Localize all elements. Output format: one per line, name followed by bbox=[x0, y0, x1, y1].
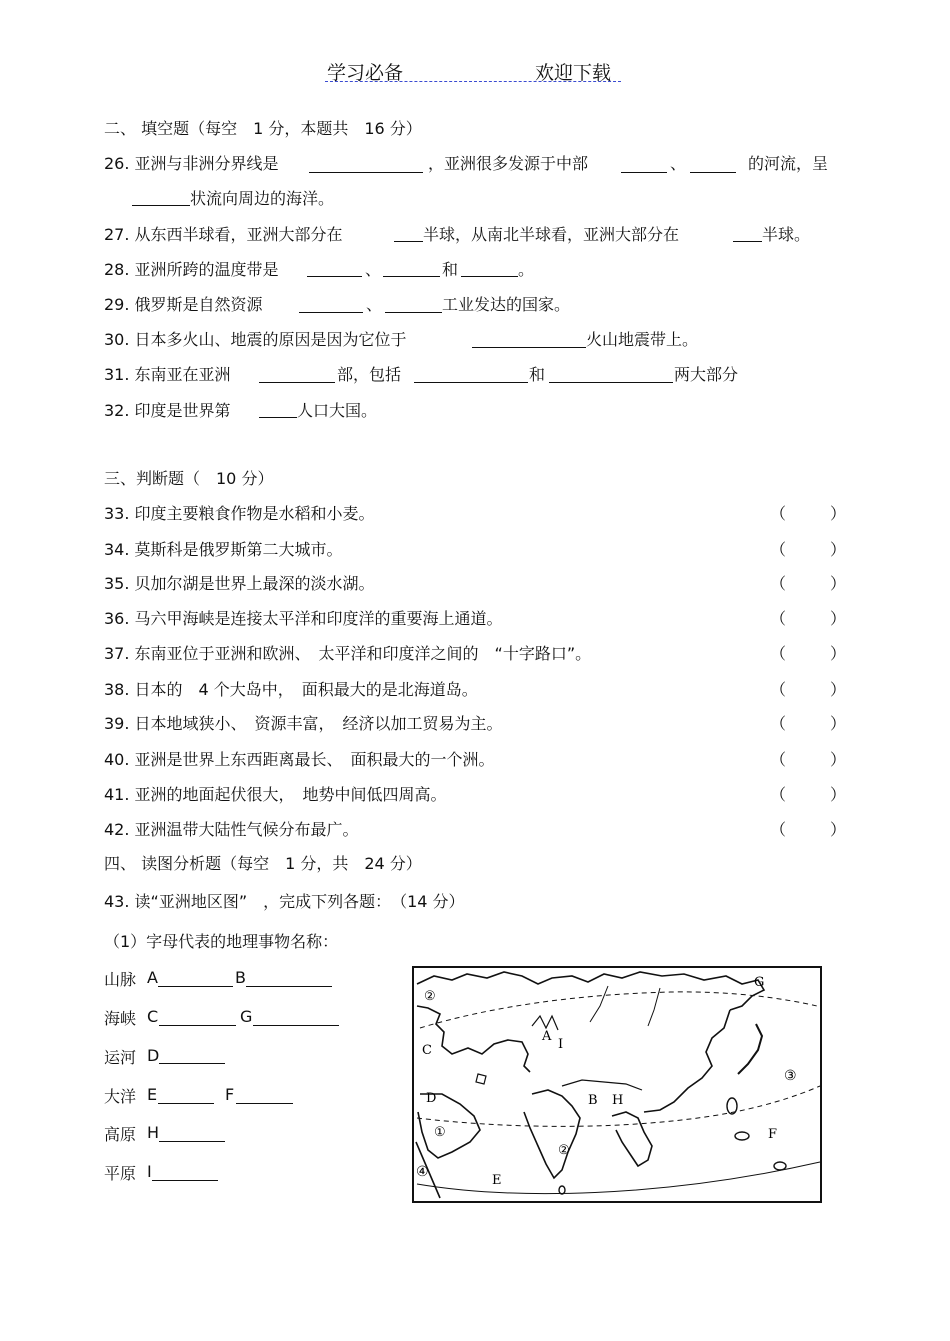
q27-text-a: 27. 从东西半球看，亚洲大部分在 bbox=[104, 225, 343, 244]
answer-paren-open[interactable]: （ bbox=[770, 714, 787, 733]
row-label: 大洋 bbox=[104, 1087, 137, 1106]
blank[interactable] bbox=[158, 986, 233, 987]
letter-b: B bbox=[235, 968, 246, 987]
q27-text-c: 半球。 bbox=[762, 225, 811, 244]
judgement-text: 38. 日本的 4 个大岛中， 面积最大的是北海道岛。 bbox=[104, 680, 478, 699]
section4-title: 四、 读图分析题（每空 1 分，共 24 分） bbox=[104, 854, 422, 873]
letter-c: C bbox=[147, 1007, 159, 1026]
asia-map bbox=[412, 966, 822, 1203]
answer-paren-open[interactable]: （ bbox=[770, 820, 787, 839]
answer-paren-close: ） bbox=[830, 504, 847, 523]
blank[interactable] bbox=[236, 1103, 293, 1104]
map-label-h: H bbox=[612, 1093, 624, 1108]
q28-text-c: 和 bbox=[442, 260, 459, 279]
section2-title: 二、 填空题（每空 1 分，本题共 16 分） bbox=[104, 119, 422, 138]
blank[interactable] bbox=[299, 312, 363, 313]
judgement-text: 37. 东南亚位于亚洲和欧洲、 太平洋和印度洋之间的 “十字路口”。 bbox=[104, 644, 592, 663]
blank[interactable] bbox=[132, 205, 190, 206]
header-underline bbox=[325, 81, 621, 82]
letter-i: I bbox=[147, 1162, 152, 1181]
q28-text-d: 。 bbox=[518, 260, 535, 279]
row-label: 山脉 bbox=[104, 970, 137, 989]
blank[interactable] bbox=[159, 1063, 225, 1064]
blank[interactable] bbox=[259, 382, 335, 383]
judgement-text: 41. 亚洲的地面起伏很大， 地势中间低四周高。 bbox=[104, 785, 447, 804]
blank[interactable] bbox=[152, 1180, 218, 1181]
blank[interactable] bbox=[259, 417, 297, 418]
question-43: 43. 读“亚洲地区图” ，完成下列各题： （14 分） bbox=[104, 892, 465, 911]
blank[interactable] bbox=[414, 382, 528, 383]
q26-text-a: 26. 亚洲与非洲分界线是 bbox=[104, 154, 279, 173]
answer-paren-close: ） bbox=[830, 644, 847, 663]
blank[interactable] bbox=[309, 172, 423, 173]
blank[interactable] bbox=[385, 312, 442, 313]
q30-text-b: 火山地震带上。 bbox=[586, 330, 699, 349]
blank[interactable] bbox=[394, 241, 423, 242]
letter-e: E bbox=[147, 1085, 158, 1104]
blank[interactable] bbox=[159, 1141, 225, 1142]
blank[interactable] bbox=[690, 172, 736, 173]
blank[interactable] bbox=[307, 276, 362, 277]
answer-paren-close: ） bbox=[830, 680, 847, 699]
blank[interactable] bbox=[472, 347, 586, 348]
header-left: 学习必备 bbox=[327, 62, 404, 84]
q31-text-b: 部，包括 bbox=[337, 365, 402, 384]
map-label-i: I bbox=[558, 1037, 564, 1052]
judgement-text: 39. 日本地域狭小、 资源丰富， 经济以加工贸易为主。 bbox=[104, 714, 503, 733]
letter-g: G bbox=[240, 1007, 253, 1026]
letter-a: A bbox=[147, 968, 158, 987]
answer-paren-close: ） bbox=[830, 714, 847, 733]
judgement-text: 36. 马六甲海峡是连接太平洋和印度洋的重要海上通道。 bbox=[104, 609, 503, 628]
answer-paren-open[interactable]: （ bbox=[770, 574, 787, 593]
answer-paren-close: ） bbox=[830, 540, 847, 559]
letter-f: F bbox=[225, 1085, 235, 1104]
answer-paren-open[interactable]: （ bbox=[770, 609, 787, 628]
answer-paren-close: ） bbox=[830, 750, 847, 769]
judgement-text: 33. 印度主要粮食作物是水稻和小麦。 bbox=[104, 504, 375, 523]
q31-text-d: 两大部分 bbox=[674, 365, 739, 384]
q31-text-a: 31. 东南亚在亚洲 bbox=[104, 365, 231, 384]
map-label-b: B bbox=[588, 1093, 598, 1108]
blank[interactable] bbox=[383, 276, 440, 277]
map-label-d: D bbox=[426, 1091, 437, 1106]
section3-title: 三、判断题（ 10 分） bbox=[104, 469, 274, 488]
answer-paren-open[interactable]: （ bbox=[770, 750, 787, 769]
map-label-3: ③ bbox=[784, 1068, 797, 1084]
blank[interactable] bbox=[246, 986, 332, 987]
map-label-circle-2-top: ② bbox=[424, 989, 436, 1004]
answer-paren-close: ） bbox=[830, 574, 847, 593]
answer-paren-open[interactable]: （ bbox=[770, 644, 787, 663]
map-frame bbox=[413, 967, 821, 1202]
judgement-text: 42. 亚洲温带大陆性气候分布最广。 bbox=[104, 820, 359, 839]
answer-paren-close: ） bbox=[830, 609, 847, 628]
header-right: 欢迎下载 bbox=[535, 62, 612, 84]
q31-text-c: 和 bbox=[529, 365, 546, 384]
answer-paren-open[interactable]: （ bbox=[770, 680, 787, 699]
blank[interactable] bbox=[253, 1025, 339, 1026]
judgement-text: 35. 贝加尔湖是世界上最深的淡水湖。 bbox=[104, 574, 375, 593]
q32-text-b: 人口大国。 bbox=[297, 401, 378, 420]
row-label: 海峡 bbox=[104, 1009, 137, 1028]
blank[interactable] bbox=[733, 241, 762, 242]
row-label: 平原 bbox=[104, 1164, 137, 1183]
letter-d: D bbox=[147, 1046, 160, 1065]
blank[interactable] bbox=[549, 382, 673, 383]
sub-question-1: （1）字母代表的地理事物名称： bbox=[104, 932, 339, 951]
map-label-a: A bbox=[542, 1029, 552, 1044]
answer-paren-close: ） bbox=[830, 820, 847, 839]
map-label-2: ② bbox=[558, 1143, 570, 1158]
row-label: 运河 bbox=[104, 1048, 137, 1067]
blank[interactable] bbox=[158, 1103, 214, 1104]
q27-text-b: 半球，从南北半球看，亚洲大部分在 bbox=[423, 225, 680, 244]
q26-text-e: 状流向周边的海洋。 bbox=[190, 189, 335, 208]
map-label-e: E bbox=[492, 1173, 502, 1188]
q29-text-c: 工业发达的国家。 bbox=[442, 295, 571, 314]
judgement-text: 34. 莫斯科是俄罗斯第二大城市。 bbox=[104, 540, 343, 559]
blank[interactable] bbox=[159, 1025, 236, 1026]
row-label: 高原 bbox=[104, 1125, 137, 1144]
q28-text-b: 、 bbox=[365, 260, 382, 279]
answer-paren-open[interactable]: （ bbox=[770, 785, 787, 804]
blank[interactable] bbox=[461, 276, 518, 277]
blank[interactable] bbox=[621, 172, 667, 173]
q26-text-d: 的河流，呈 bbox=[748, 154, 829, 173]
map-label-g: G bbox=[754, 975, 765, 990]
q29-text-a: 29. 俄罗斯是自然资源 bbox=[104, 295, 263, 314]
q30-text-a: 30. 日本多火山、地震的原因是因为它位于 bbox=[104, 330, 407, 349]
letter-h: H bbox=[147, 1123, 160, 1142]
judgement-text: 40. 亚洲是世界上东西距离最长、 面积最大的一个洲。 bbox=[104, 750, 495, 769]
q26-text-b: ，亚洲很多发源于中部 bbox=[428, 154, 589, 173]
map-label-1: ① bbox=[434, 1125, 446, 1140]
answer-paren-open[interactable]: （ bbox=[770, 504, 787, 523]
answer-paren-close: ） bbox=[830, 785, 847, 804]
q32-text-a: 32. 印度是世界第 bbox=[104, 401, 231, 420]
map-label-4: ④ bbox=[416, 1164, 429, 1180]
q28-text-a: 28. 亚洲所跨的温度带是 bbox=[104, 260, 279, 279]
map-label-f: F bbox=[768, 1127, 778, 1142]
answer-paren-open[interactable]: （ bbox=[770, 540, 787, 559]
q29-text-b: 、 bbox=[366, 295, 383, 314]
map-label-c: C bbox=[422, 1043, 432, 1058]
q26-text-c: 、 bbox=[670, 154, 687, 173]
